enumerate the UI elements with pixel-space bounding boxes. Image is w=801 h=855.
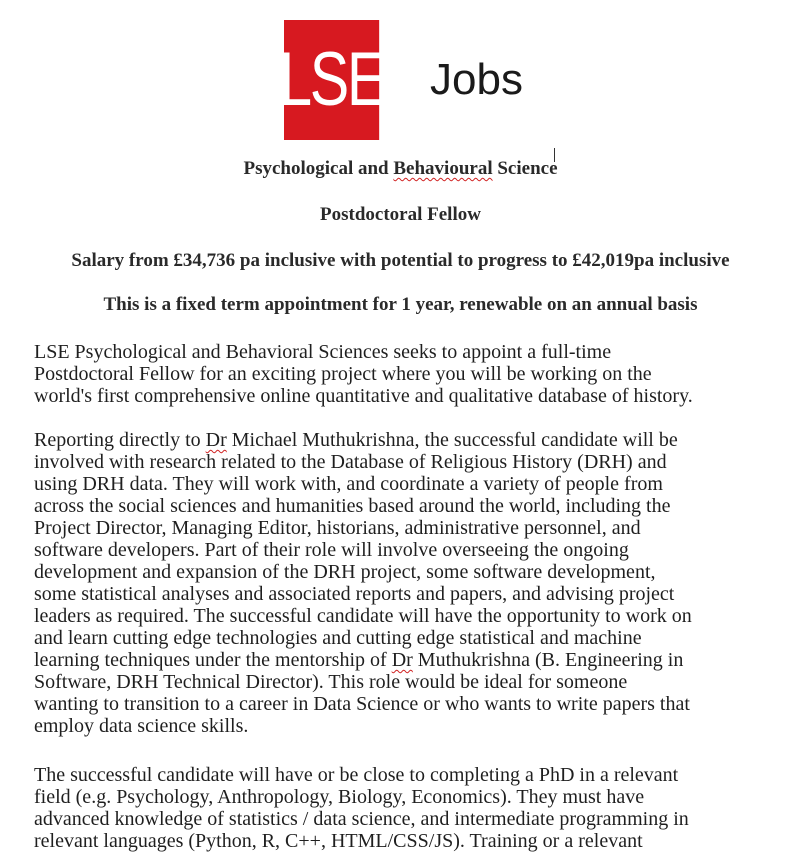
spellcheck-flagged-word: Behavioural: [393, 158, 493, 179]
logo-mark: LSE: [279, 37, 385, 122]
department-heading: [0, 158, 801, 180]
spellcheck-flagged-word: Dr: [391, 649, 413, 671]
lse-logo: [279, 20, 385, 140]
spellcheck-flagged-word: Dr: [205, 429, 227, 451]
salary-heading: Salary from £34,736 pa inclusive with potential to progress to £42,019pa inclusive: [71, 250, 730, 271]
term-heading: This is a fixed term appointment for 1 year, renewable on an annual basis: [103, 294, 698, 315]
logo-jobs-label: Jobs: [430, 55, 523, 104]
intro-paragraph: LSE Psychological and Behavioral Sciences seeks to appoint a full-time Postdoctoral Fellow for an exciting project where you will be working on the world's first comprehensive online quantitative and qualitative database of history.: [34, 341, 693, 407]
reporting-paragraph: [34, 429, 794, 737]
department-prefix: Psychological and: [243, 158, 394, 179]
department-suffix: Science: [492, 158, 558, 179]
reporting-prefix: Reporting directly to: [34, 429, 206, 451]
requirements-paragraph: The successful candidate will have or be close to completing a PhD in a relevant field (e.g. Psychology, Anthropology, Biology, Economics). They must have advanced knowledge of statistics / data science, and intermediate programming in relevant languages (Python, R, C++, HTML/CSS/JS). Training or a relevant: [34, 764, 689, 852]
reporting-rest: Muthukrishna (B. Engineering in Software, DRH Technical Director). This role would be ideal for someone wanting to transition to a career in Data Science or who wants to write papers that employ data science skills.: [34, 649, 690, 737]
reporting-middle: Michael Muthukrishna, the successful candidate will be involved with research related to the Database of Religious History (DRH) and using DRH data. They will work with, and coordinate a variety of people from across the social sciences and humanities based around the world, including the Project Director, Managing Editor, historians, administrative personnel, and software developers. Part of their role will involve overseeing the ongoing development and expansion of the DRH project, some software development, some statistical analyses and associated reports and papers, and advising project leaders as required. The successful candidate will have the opportunity to work on and learn cutting edge technologies and cutting edge statistical and machine learning techniques under the mentorship of: [34, 429, 692, 671]
position-heading: Postdoctoral Fellow: [320, 204, 481, 225]
